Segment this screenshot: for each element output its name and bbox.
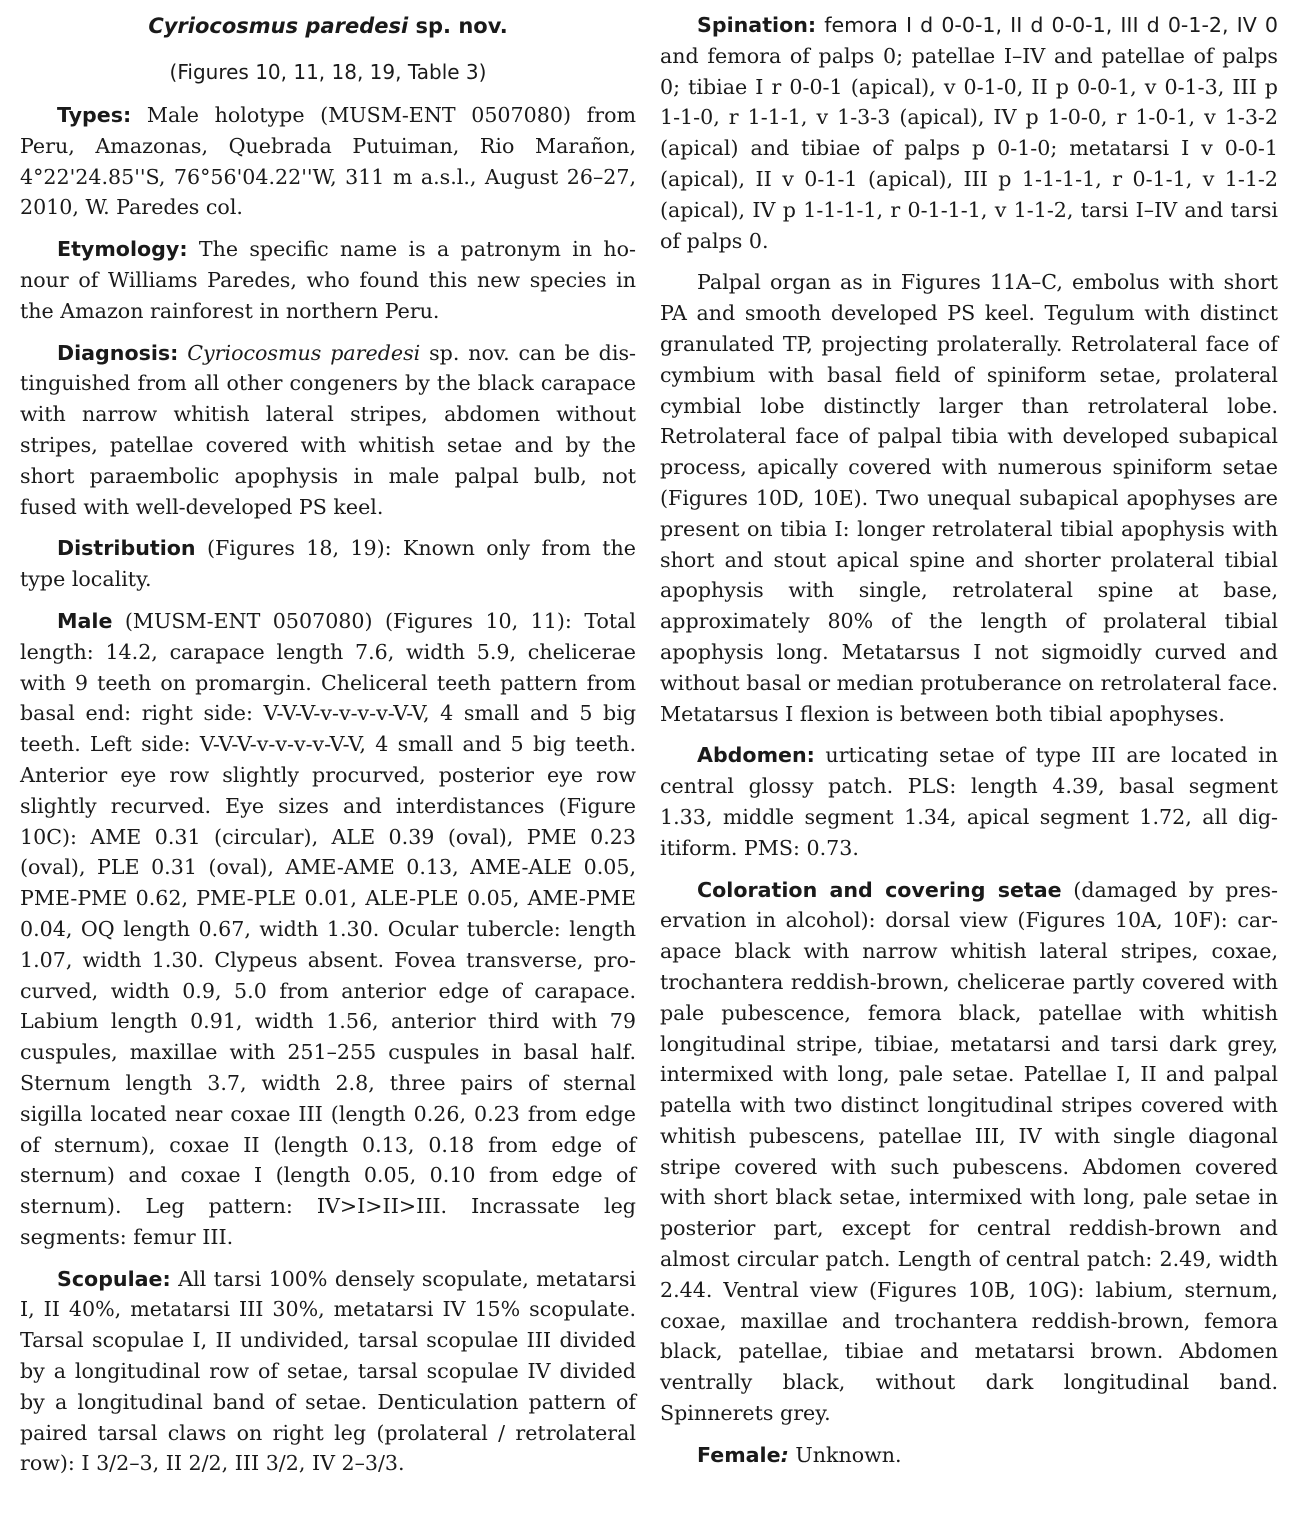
types-heading: Types: [57,103,132,127]
coloration-paragraph [660,875,1278,1429]
etymology-paragraph [20,234,636,326]
female-text: Unknown. [788,1442,902,1467]
distribution-text: (Figures 18, 19): Known only from the type locality. [20,536,636,592]
abdomen-text: urticating setae of type III are located in central glossy patch. PLS: length 4.39, basal segment 1.33, middle segment 1.34, apical segment 1.72, all digitiform. PMS: 0.73. [660,743,1278,860]
male-heading: Male [57,608,113,633]
etymology-heading: Etymology: [57,237,188,262]
scopulae-paragraph [20,1264,636,1480]
species-suffix: sp. nov. [408,14,508,38]
abdomen-paragraph [660,740,1278,863]
spination-text: and femora of palps 0; patellae I–IV and patellae of palps 0; tibiae I r 0-0-1 (apical), v 0-1-0, II p 0-0-1, v 0-1-3, III p 1-1-0, r 1-1-1, v 1-3-3 (apical), IV p 1-0-0, r 1-0-1, v 1-3-2 (apical) and tibiae of palps p 0-1-0; metatarsi I v 0-0-1 (apical), II v 0-1-1 (apical), III p 1-1-1-1, r 0-1-1, v 1-1-2 (apical), IV p 1-1-1-1, r 0-1-1-1, v 1-1-2, tarsi I–IV and tarsi of palps 0. [660,43,1278,253]
spination-heading: Spination: [697,13,817,37]
distribution-paragraph [20,533,636,595]
male-text: (MUSM-ENT 0507080) (Figures 10, 11): Total length: 14.2, carapace length 7.6, width 5.9, chelicerae with 9 teeth on promargin. Cheliceral teeth pattern from basal end: right side: V-V-V-v-v-v-v-V-V, 4 small and 5 big teeth. Left side: V-V-V-v-v-v-v-V-V, 4 small and 5 big teeth. Anterior eye row slightly procurved, posterior eye row slightly recurved. Eye sizes and interdistances (Figure 10C): AME 0.31 (circular), ALE 0.39 (oval), PME 0.23 (oval), PLE 0.31 (oval), AME-AME 0.13, AME-ALE 0.05, PME-PME 0.62, PME-PLE 0.01, ALE-PLE 0.05, AME-PME 0.04, OQ length 0.67, width 1.30. Ocular tubercle: length 1.07, width 1.30. Clypeus absent. Fovea transverse, procurved, width 0.9, 5.0 from anterior edge of carapace. Labium length 0.91, width 1.56, anterior third with 79 cuspules, maxillae with 251–255 cuspules in basal half. Sternum length 3.7, width 2.8, three pairs of sternal sigilla located near coxae III (length 0.26, 0.23 from edge of sternum), coxae II (length 0.13, 0.18 from edge of sternum) and coxae I (length 0.05, 0.10 from edge of sternum). Leg pattern: IV>I>II>III. Incrassate leg segments: femur III. [20,608,636,1249]
species-title [20,10,636,42]
female-colon: : [780,1442,789,1467]
diagnosis-paragraph [20,338,636,523]
figure-references: (Figures 10, 11, 18, 19, Table 3) [169,60,487,84]
abdomen-heading: Abdomen: [697,743,815,768]
female-paragraph [660,1440,1278,1471]
distribution-heading: Distribution [57,536,196,561]
scopulae-text: All tarsi 100% densely scopulate, metatarsi I, II 40%, metatarsi III 30%, metatarsi IV 15% scopulate. Tarsal scopulae I, II undivided, tarsal scopulae III divided by a longitudinal row of setae, tarsal scopulae IV divided by a longitudinal band of setae. Denticulation pattern of paired tarsal claws on right leg (prolateral / retrolateral row): I 3/2–3, II 2/2, III 3/2, IV 2–3/3. [20,1266,636,1476]
right-column [660,10,1278,1482]
scopulae-heading: Scopulae: [57,1266,171,1291]
spination-paragraph [660,10,1278,256]
coloration-heading: Coloration and covering setae [697,877,1062,902]
spination-lead: femora I d 0-0-1, II d 0-0-1, III d 0-1-2, IV 0 [816,13,1278,37]
types-text: Male holotype (MUSM-ENT 0507080) from Peru, Amazonas, Quebrada Putuiman, Rio Marañon, 4°22'24.85''S, 76°56'04.22''W, 311 m a.s.l., August 26–27, 2010, W. Paredes col. [20,103,636,220]
diagnosis-text: sp. nov. can be distinguished from all other congeners by the black carapace with narrow whitish lateral stripes, abdomen without stripes, patellae covered with whitish setae and by the short paraembolic apophysis in male palpal bulb, not fused with well-developed PS keel. [20,340,636,519]
female-heading: Female [697,1442,781,1467]
palpal-organ-text: Palpal organ as in Figures 11A–C, embolus with short PA and smooth developed PS keel. Tegulum with distinct granulated TP, projecting prolaterally. Retrolateral face of cymbium with basal field of spiniform setae, prolateral cymbial lobe distinctly larger than retrolateral lobe. Retrolateral face of palpal tibia with developed subapical process, apically covered with numerous spiniform setae (Figures 10D, 10E). Two unequal subapical apophyses are present on tibia I: longer retrolateral tibial apophysis with short and stout apical spine and shorter prolateral tibial apophysis with single, retrolateral spine at base, approximately 80% of the length of prolateral tibial apophysis long. Metatarsus I not sigmoidly curved and without basal or median protuberance on retrolateral face. Metatarsus I flexion is between both tibial apophyses. [660,270,1278,726]
diagnosis-species-name: Cyriocosmus paredesi [178,340,421,365]
left-column [20,10,636,1490]
species-name: Cyriocosmus paredesi [148,14,409,38]
types-paragraph [20,100,636,223]
diagnosis-heading: Diagnosis: [57,340,179,365]
etymology-text: The specific name is a patronym in honour of Williams Paredes, who found this new species in the Amazon rainforest in northern Peru. [20,237,636,323]
palpal-organ-paragraph [660,267,1278,729]
male-paragraph [20,606,636,1253]
coloration-text: (damaged by preservation in alcohol): dorsal view (Figures 10A, 10F): carapace black with narrow whitish lateral stripes, coxae, trochantera reddish-brown, chelicerae partly covered with pale pubescence, femora black, patellae with whitish longitudinal stripe, tibiae, metatarsi and tarsi dark grey, intermixed with long, pale setae. Patellae I, II and palpal patella with two distinct longitudinal stripes covered with whitish pubescens, patellae III, IV with single diagonal stripe covered with such pubescens. Abdomen covered with short black setae, intermixed with long, pale setae in posterior part, except for central reddish-brown and almost circular patch. Length of central patch: 2.49, width 2.44. Ventral view (Figures 10B, 10G): labium, sternum, coxae, maxillae and trochantera reddish-brown, femora black, patellae, tibiae and metatarsi brown. Abdomen ventrally black, without dark longitudinal band. Spinnerets grey. [660,877,1278,1426]
